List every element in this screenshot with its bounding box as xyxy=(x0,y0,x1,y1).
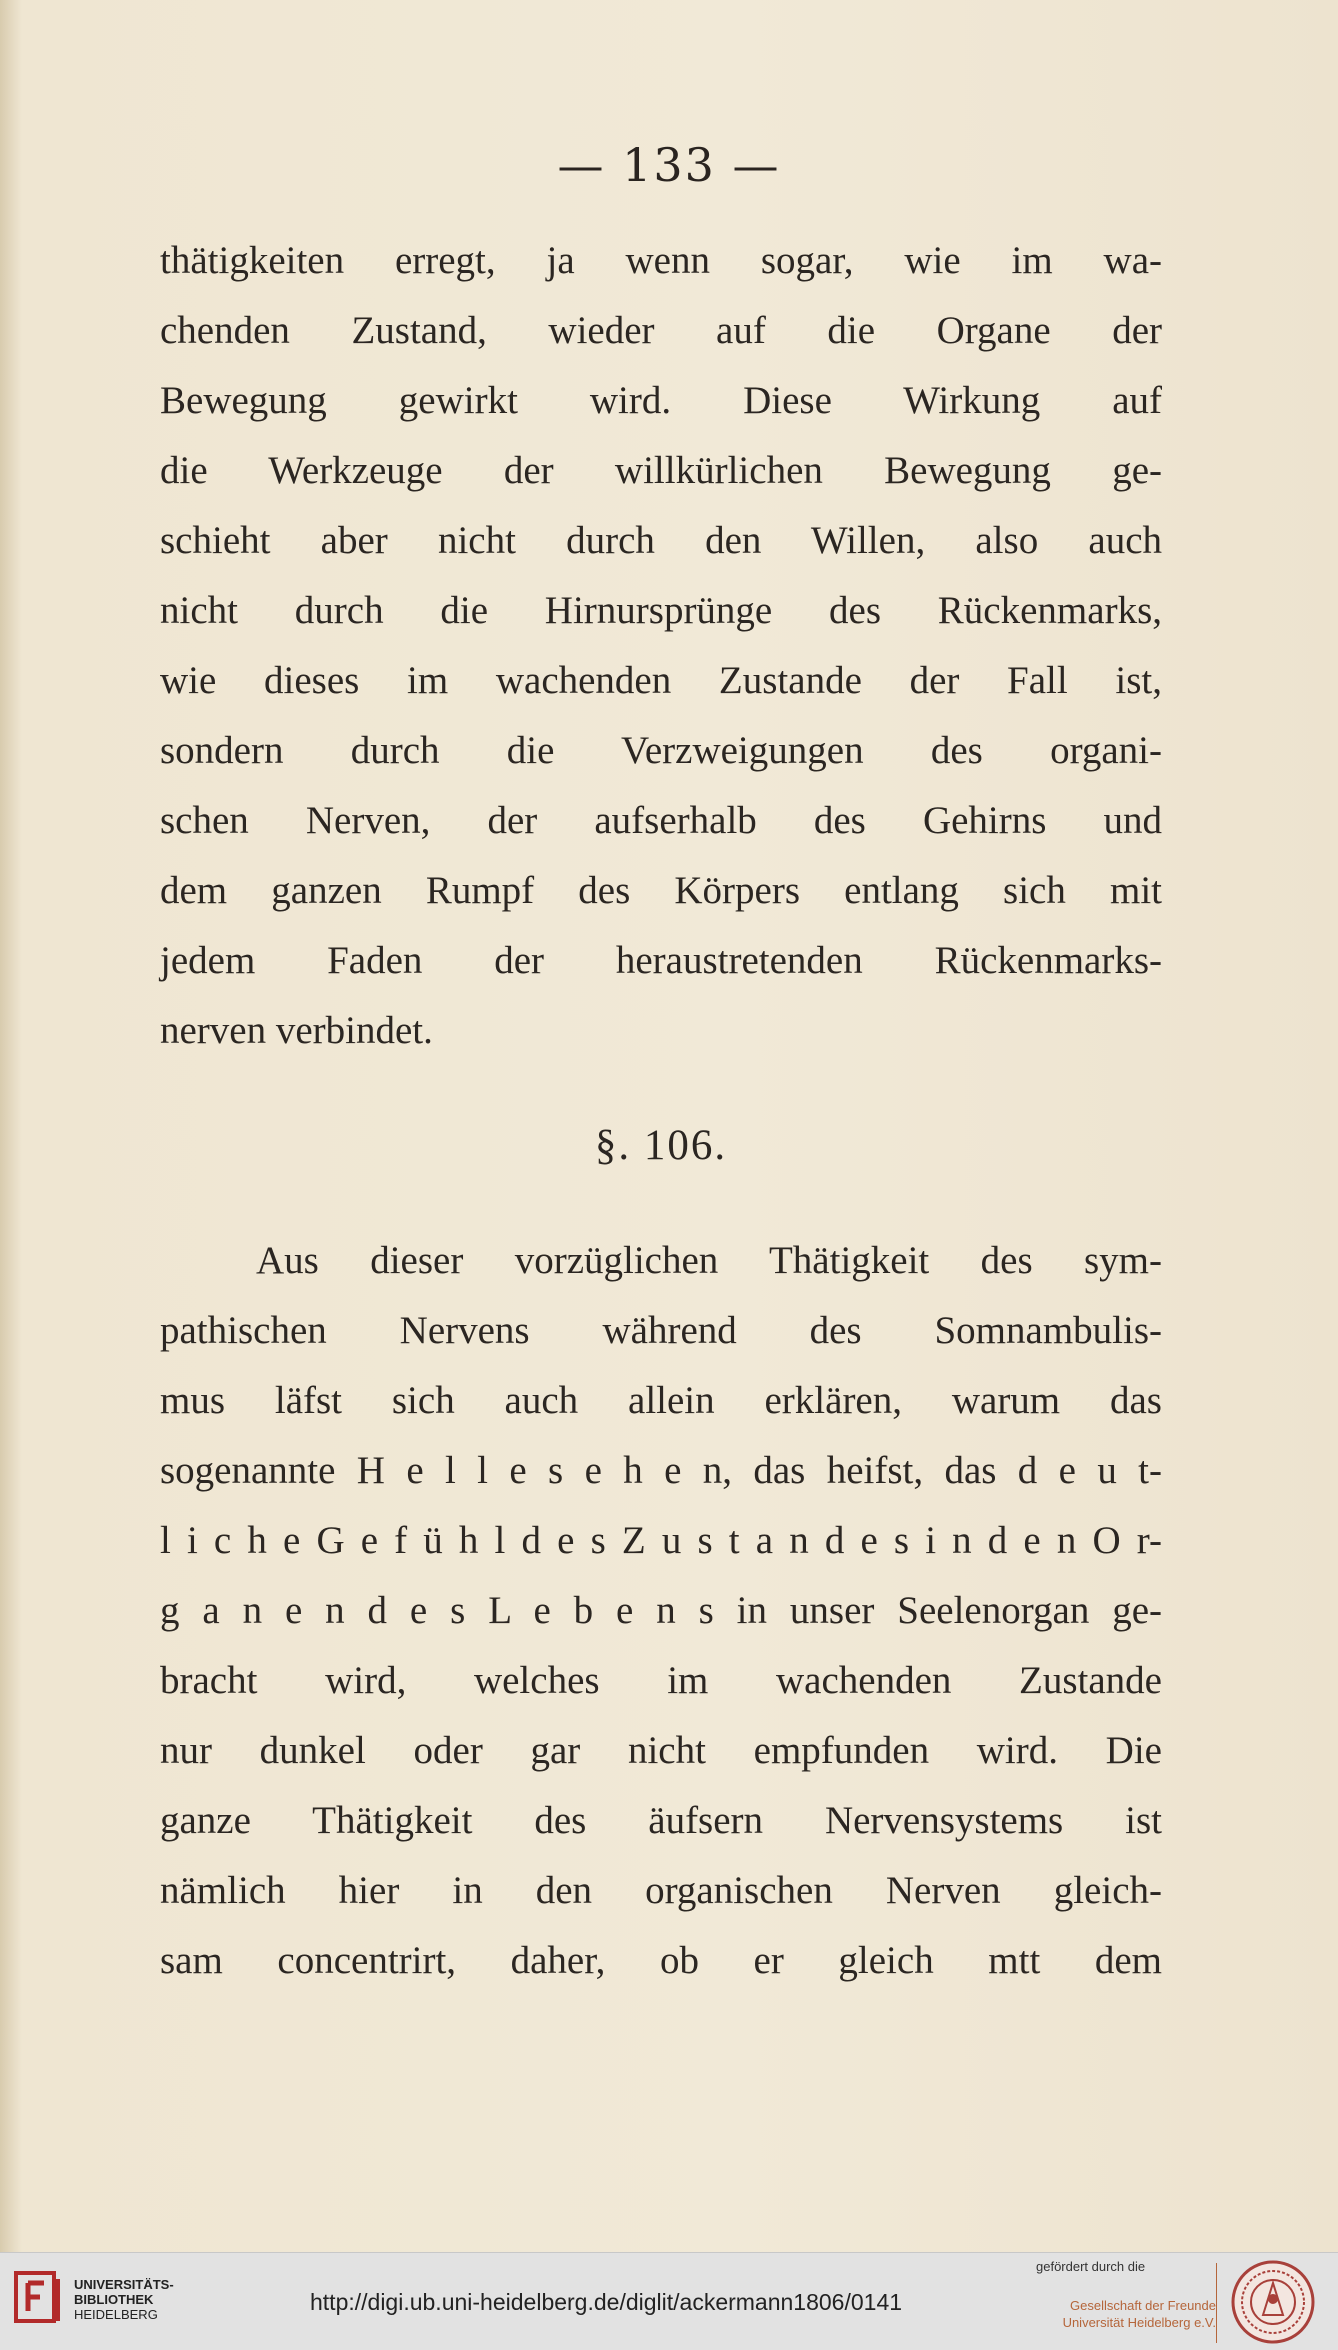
text-line: die Werkzeuge der willkürlichen Bewegung ge- xyxy=(160,449,1162,492)
text-line: nicht durch die Hirnursprünge des Rückenmarks, xyxy=(160,589,1162,632)
text-line: Bewegung gewirkt wird. Diese Wirkung auf xyxy=(160,379,1162,422)
text-line: l i c h e G e f ü h l d e s Z u s t a n d e s i n d e n O r- xyxy=(160,1519,1162,1562)
text-line: thätigkeiten erregt, ja wenn sogar, wie im wa- xyxy=(160,239,1162,282)
library-line: HEIDELBERG xyxy=(74,2307,158,2322)
text-line: pathischen Nervens während des Somnambulis- xyxy=(160,1309,1162,1352)
digitization-footer xyxy=(0,2252,1338,2350)
ub-heidelberg-logo-icon[interactable] xyxy=(14,2269,64,2329)
permalink-url[interactable]: http://digi.ub.uni-heidelberg.de/diglit/ackermann1806/0141 xyxy=(310,2289,903,2315)
text-line: nur dunkel oder gar nicht empfunden wird. Die xyxy=(160,1729,1162,1772)
text-line: schen Nerven, der aufserhalb des Gehirns und xyxy=(160,799,1162,842)
sponsor-line: Universität Heidelberg e.V. xyxy=(1062,2315,1216,2330)
university-seal-icon[interactable] xyxy=(1230,2259,1316,2345)
text-line: Aus dieser vorzüglichen Thätigkeit des sym- xyxy=(256,1239,1162,1282)
text-line: sogenannte H e l l e s e h e n, das heifst, das d e u t- xyxy=(160,1449,1162,1492)
page-number: — 133 — xyxy=(557,138,781,192)
library-line: BIBLIOTHEK xyxy=(74,2292,154,2307)
text-line: bracht wird, welches im wachenden Zustande xyxy=(160,1659,1162,1702)
library-line: UNIVERSITÄTS- xyxy=(74,2277,174,2292)
text-line: nämlich hier in den organischen Nerven gleich- xyxy=(160,1869,1162,1912)
text-line: mus läfst sich auch allein erklären, warum das xyxy=(160,1379,1162,1422)
section-heading: §. 106. xyxy=(594,1122,728,1169)
text-line: sondern durch die Verzweigungen des organi- xyxy=(160,729,1162,772)
page-body xyxy=(160,226,1162,1996)
text-line: wie dieses im wachenden Zustande der Fall ist, xyxy=(160,659,1162,702)
text-line: sam concentrirt, daher, ob er gleich mtt dem xyxy=(160,1939,1162,1982)
text-line: nerven verbindet. xyxy=(160,1009,433,1052)
text-line: dem ganzen Rumpf des Körpers entlang sich mit xyxy=(160,869,1162,912)
sponsor-label: gefördert durch die xyxy=(1036,2259,1146,2274)
text-line: chenden Zustand, wieder auf die Organe der xyxy=(160,309,1162,352)
sponsor-divider xyxy=(1216,2263,1217,2343)
text-line: g a n e n d e s L e b e n s in unser Seelenorgan ge- xyxy=(160,1589,1162,1632)
sponsor-line: Gesellschaft der Freunde xyxy=(1070,2298,1216,2313)
text-line: jedem Faden der heraustretenden Rückenmarks- xyxy=(160,939,1162,982)
sponsor-name[interactable] xyxy=(1063,2297,1216,2331)
text-line: schieht aber nicht durch den Willen, also auch xyxy=(160,519,1162,562)
text-line: ganze Thätigkeit des äufsern Nervensystems ist xyxy=(160,1799,1162,1842)
library-name[interactable] xyxy=(74,2277,174,2322)
